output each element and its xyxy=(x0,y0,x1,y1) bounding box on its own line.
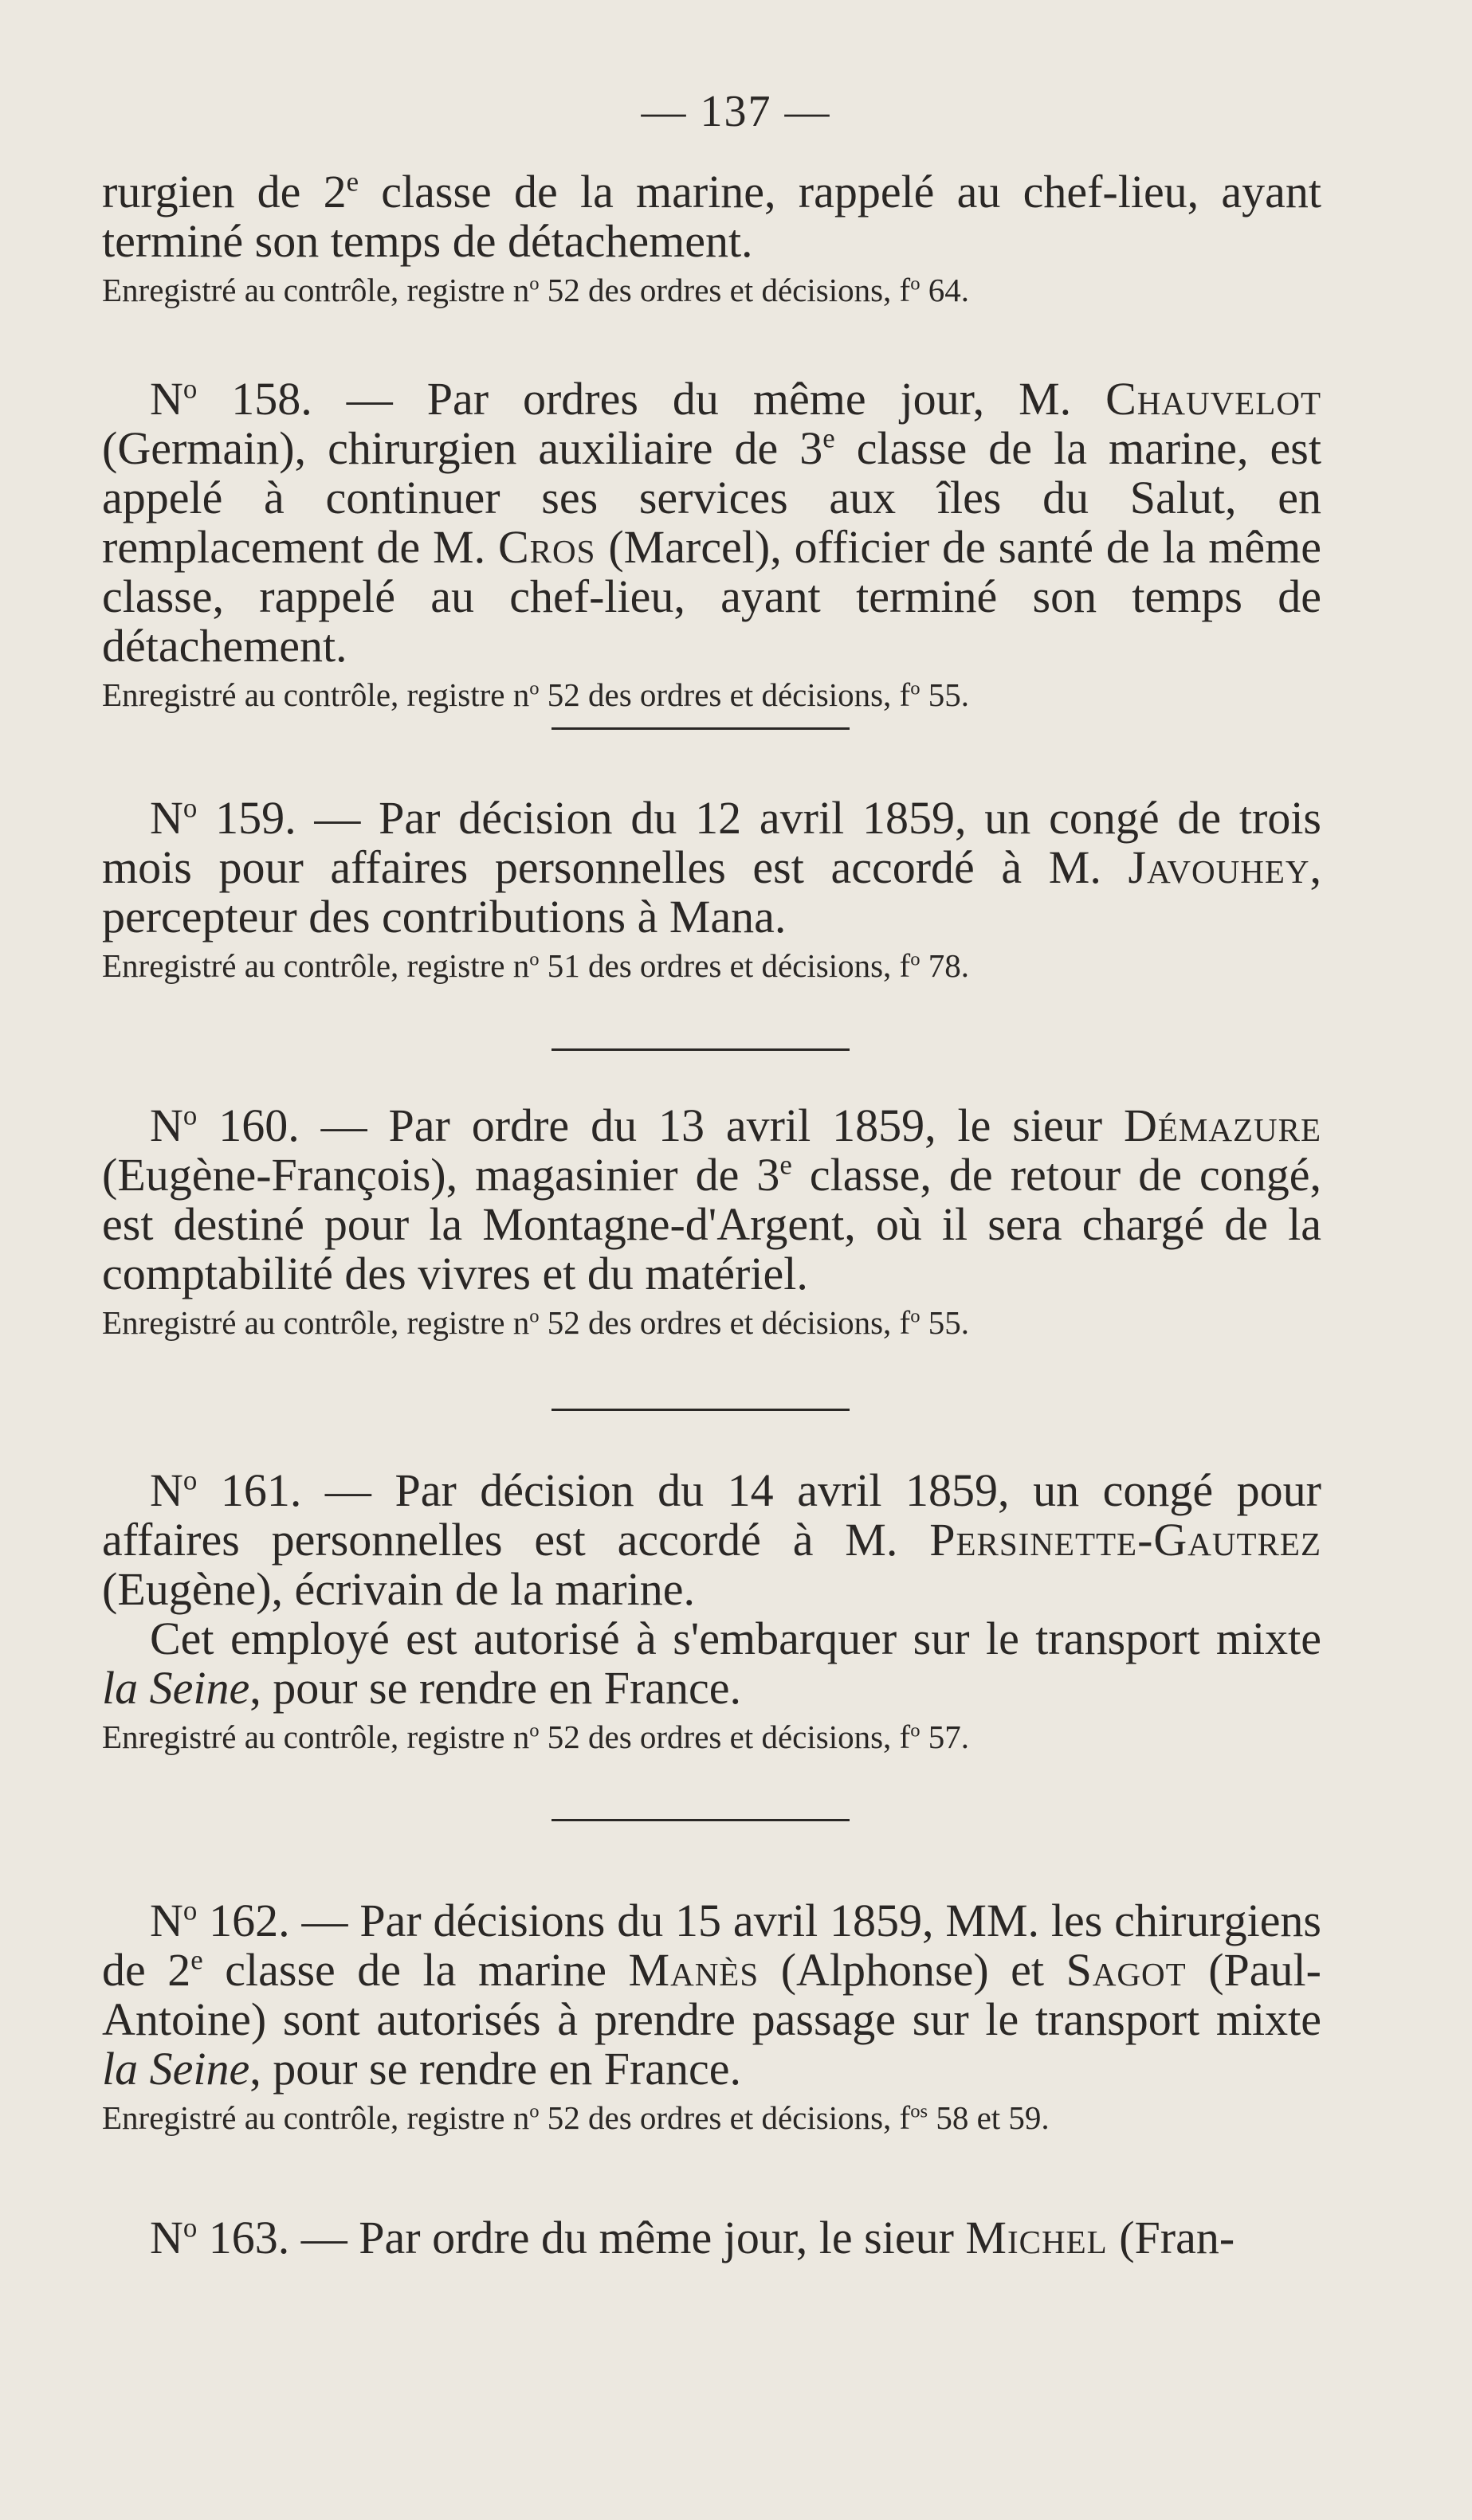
registration-note: Enregistré au contrôle, registre $n^o$ 52 des ordres et décisions, $f^o$ 55. xyxy=(102,1304,969,1341)
entry-paragraph: $N^o$ 159. — Par décision du 12 avril 1859, un congé de trois mois pour affaires personnelles est accordé à M. Javouhey, percepteur des contributions à Mana. xyxy=(102,792,1322,943)
entry-163 xyxy=(102,2213,1321,2263)
entry-paragraph: $N^o$ 158. — Par ordres du même jour, M. Chauvelot (Germain), chirurgien auxiliaire de 3e classe de la marine, est appelé à continuer ses services aux îles du Salut, en remplacement de M. Cros (Marcel), officier de santé de la même classe, rappelé au chef-lieu, ayant terminé son temps de détachement. xyxy=(102,373,1321,672)
entry-paragraph: $N^o$ 163. — Par ordre du même jour, le sieur Michel (Fran- xyxy=(150,2212,1235,2263)
entry-160 xyxy=(102,1101,1321,1342)
section-divider xyxy=(552,1409,850,1411)
continuation-paragraph: rurgien de 2e classe de la marine, rappelé au chef-lieu, ayant terminé son temps de détachement. xyxy=(102,166,1321,267)
registration-note: Enregistré au contrôle, registre $n^o$ 52 des ordres et décisions, $f^o$ 64. xyxy=(102,272,969,308)
entry-161 xyxy=(102,1466,1321,1756)
registration-note: Enregistré au contrôle, registre $n^o$ 52 des ordres et décisions, $f^{os}$ 58 et 59. xyxy=(102,2099,1050,2136)
entry-paragraph: $N^o$ 162. — Par décisions du 15 avril 1859, MM. les chirurgiens de 2e classe de la marine Manès (Alphonse) et Sagot (Paul-Antoine) sont autorisés à prendre passage sur le transport mixte la Seine, pour se rendre en France. xyxy=(102,1895,1322,2095)
entry-158 xyxy=(102,374,1321,714)
entry-162 xyxy=(102,1896,1321,2137)
section-divider xyxy=(552,1048,850,1051)
registration-note: Enregistré au contrôle, registre $n^o$ 51 des ordres et décisions, $f^o$ 78. xyxy=(102,947,969,984)
section-divider xyxy=(552,1819,850,1821)
continuation-block xyxy=(102,167,1321,309)
entry-159 xyxy=(102,794,1321,985)
registration-note: Enregistré au contrôle, registre $n^o$ 52 des ordres et décisions, $f^o$ 55. xyxy=(102,676,969,713)
registration-note: Enregistré au contrôle, registre $n^o$ 52 des ordres et décisions, $f^o$ 57. xyxy=(102,1719,969,1755)
entry-paragraph: $N^o$ 161. — Par décision du 14 avril 1859, un congé pour affaires personnelles est accordé à M. Persinette-Gautrez (Eugène), écrivain de la marine. xyxy=(102,1464,1321,1615)
page-number: — 137 — xyxy=(641,87,831,136)
entry-paragraph-continued: Cet employé est autorisé à s'embarquer sur le transport mixte la Seine, pour se rendre en France. xyxy=(102,1613,1321,1714)
section-divider xyxy=(552,727,850,730)
entry-paragraph: $N^o$ 160. — Par ordre du 13 avril 1859, le sieur Démazure (Eugène-François), magasinier de 3e classe, de retour de congé, est destiné pour la Montagne-d'Argent, où il sera chargé de la comptabilité des vivres et du matériel. xyxy=(102,1099,1322,1299)
